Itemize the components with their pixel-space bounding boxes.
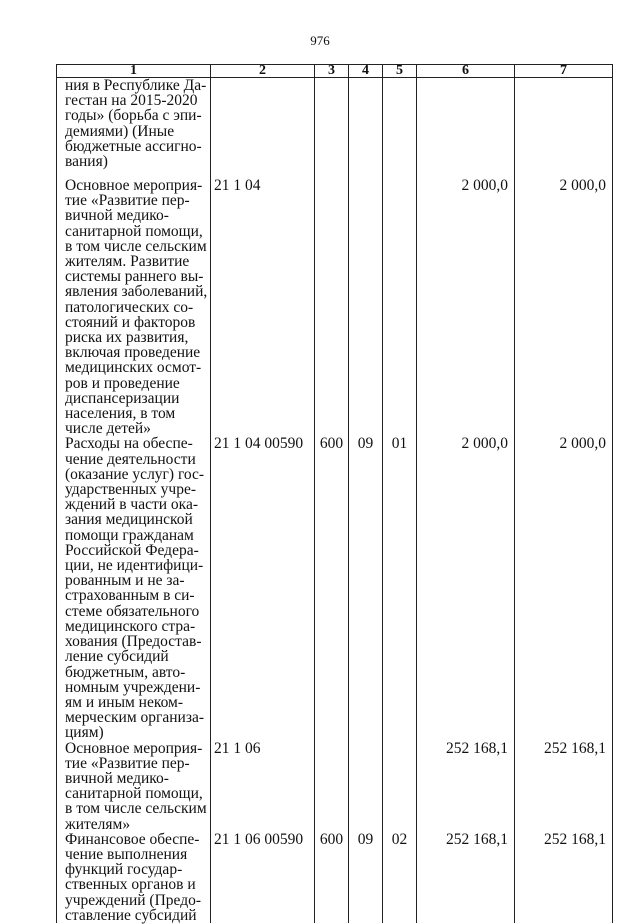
- description-line: учреждений (Предо-: [65, 891, 201, 909]
- row-amount-col7: 2 000,0: [515, 436, 613, 740]
- table-row: [57, 178, 613, 436]
- row-expense-type: [315, 741, 349, 832]
- description-line: включая проведение: [65, 344, 201, 362]
- row-amount-col6: [417, 78, 515, 179]
- row-description: [57, 78, 211, 179]
- table-row: [57, 832, 613, 923]
- row-section: [349, 178, 383, 436]
- description-line: бюджетные ассигно-: [65, 137, 202, 155]
- description-line: медицинского стра-: [65, 617, 196, 635]
- description-line: ление субсидий: [65, 648, 169, 666]
- row-code: 21 1 04 00590: [211, 436, 315, 740]
- description-line: годы» (борьба с эпи-: [65, 107, 202, 125]
- description-line: стеме обязательного: [65, 602, 200, 620]
- row-subsection: [383, 78, 417, 179]
- description-line: номным учреждени-: [65, 678, 201, 696]
- description-line: медицинских осмот-: [65, 359, 202, 377]
- row-amount-col6: 2 000,0: [417, 178, 515, 436]
- column-header: 7: [515, 65, 613, 78]
- description-line: функций государ-: [65, 861, 183, 879]
- row-description: [57, 832, 211, 923]
- row-code: 21 1 06 00590: [211, 832, 315, 923]
- description-line: ударственных учре-: [65, 481, 197, 499]
- description-line: риска их развития,: [65, 329, 189, 347]
- description-line: явления заболеваний,: [65, 283, 208, 301]
- row-code: 21 1 06: [211, 741, 315, 832]
- description-line: мерческим организа-: [65, 709, 204, 727]
- description-line: ственных органов и: [65, 876, 196, 894]
- description-line: жителям»: [65, 815, 131, 833]
- description-line: диспансеризации: [65, 389, 180, 407]
- description-line: в том числе сельским: [65, 800, 207, 818]
- row-subsection: [383, 741, 417, 832]
- row-expense-type: 600: [315, 436, 349, 740]
- column-header: 1: [57, 65, 211, 78]
- description-line: санитарной помощи,: [65, 785, 203, 803]
- description-line: гестан на 2015-2020: [65, 92, 198, 110]
- page-number: 976: [310, 33, 330, 48]
- description-line: тие «Развитие пер-: [65, 754, 190, 772]
- table-header-row: [57, 65, 613, 78]
- description-line: ждений в части ока-: [65, 496, 199, 514]
- description-line: Основное мероприя-: [65, 177, 203, 194]
- description-line: циям): [65, 724, 104, 742]
- column-header: 3: [315, 65, 349, 78]
- row-amount-col7: [515, 78, 613, 179]
- row-amount-col7: 252 168,1: [515, 741, 613, 832]
- description-line: Финансовое обеспе-: [65, 830, 200, 848]
- description-line: чение выполнения: [65, 845, 188, 863]
- row-amount-col6: 2 000,0: [417, 436, 515, 740]
- row-code: [211, 78, 315, 179]
- description-line: ям и иным неком-: [65, 693, 184, 711]
- description-line: чение деятельности: [65, 450, 196, 468]
- description-line: зания медицинской: [65, 511, 193, 529]
- description-line: жителям. Развитие: [65, 253, 190, 271]
- description-line: Российской Федера-: [65, 541, 199, 559]
- column-header: 5: [383, 65, 417, 78]
- column-header: 2: [211, 65, 315, 78]
- description-line: Расходы на обеспе-: [65, 435, 193, 453]
- description-line: бюджетным, авто-: [65, 663, 186, 681]
- description-line: ров и проведение: [65, 374, 180, 392]
- description-line: вания): [65, 153, 108, 171]
- row-amount-col6: 252 168,1: [417, 832, 515, 923]
- description-line: помощи гражданам: [65, 526, 194, 544]
- description-line: рованным и не за-: [65, 572, 185, 590]
- row-subsection: [383, 178, 417, 436]
- description-line: населения, в том: [65, 405, 176, 423]
- column-header: 4: [349, 65, 383, 78]
- table-row: [57, 78, 613, 179]
- table-row: [57, 436, 613, 740]
- description-line: в том числе сельским: [65, 237, 207, 255]
- row-section: 09: [349, 436, 383, 740]
- description-line: страхованным в си-: [65, 587, 195, 605]
- column-header: 6: [417, 65, 515, 78]
- row-expense-type: [315, 78, 349, 179]
- description-line: вичной медико-: [65, 769, 169, 787]
- row-description: [57, 436, 211, 740]
- description-line: ния в Республике Да-: [65, 77, 207, 94]
- row-section: 09: [349, 832, 383, 923]
- row-code: 21 1 04: [211, 178, 315, 436]
- description-line: хования (Предостав-: [65, 633, 202, 651]
- description-line: санитарной помощи,: [65, 222, 203, 240]
- description-line: стояний и факторов: [65, 313, 196, 331]
- description-line: патологических со-: [65, 298, 194, 316]
- description-line: вичной медико-: [65, 207, 169, 225]
- table-row: [57, 741, 613, 832]
- row-description: [57, 178, 211, 436]
- description-line: числе детей»: [65, 420, 151, 438]
- row-subsection: 02: [383, 832, 417, 923]
- description-line: системы раннего вы-: [65, 268, 204, 286]
- row-amount-col7: 252 168,1: [515, 832, 613, 923]
- description-line: ции, не идентифици-: [65, 557, 204, 575]
- budget-table: [56, 64, 613, 923]
- description-line: ставление субсидий: [65, 906, 197, 924]
- row-section: [349, 78, 383, 179]
- description-line: (оказание услуг) гос-: [65, 465, 205, 483]
- row-expense-type: 600: [315, 832, 349, 923]
- row-subsection: 01: [383, 436, 417, 740]
- description-line: тие «Развитие пер-: [65, 192, 190, 210]
- row-amount-col7: 2 000,0: [515, 178, 613, 436]
- description-line: Основное мероприя-: [65, 739, 203, 757]
- row-amount-col6: 252 168,1: [417, 741, 515, 832]
- description-line: демиями) (Иные: [65, 122, 175, 140]
- row-section: [349, 741, 383, 832]
- row-expense-type: [315, 178, 349, 436]
- row-description: [57, 741, 211, 832]
